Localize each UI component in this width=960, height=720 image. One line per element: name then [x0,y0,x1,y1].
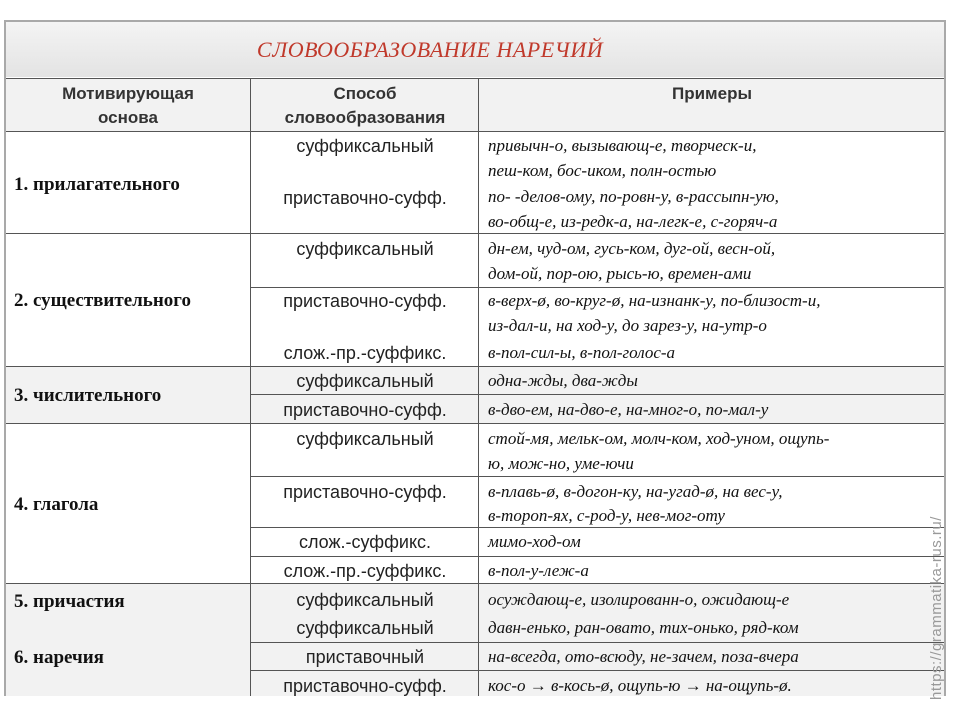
title-band [6,22,944,77]
rule-title [6,78,944,79]
method: приставочно-суфф. [283,291,447,311]
header-col1-line2: основа [98,108,158,127]
method: приставочно-суфф. [283,188,447,208]
example-line: одна-жды, два-жды [488,371,638,390]
rule-sub [250,670,944,671]
method: слож.-суффикс. [298,532,432,552]
example-line: дом-ой, пор-ою, рысь-ю, времен-ами [488,264,752,283]
rule-group-2 [6,366,944,367]
category-noun: 2. существительного [14,290,191,311]
example-line: стой-мя, мельк-ом, молч-ком, ход-уном, ощупь- [488,429,830,448]
rule-sub [250,527,944,528]
rule-group-3 [6,423,944,424]
rule-sub [250,476,944,477]
category-numeral: 3. числительного [14,385,162,406]
category-adverb: 6. наречия [14,647,104,668]
method: приставочно-суфф. [283,400,447,420]
method: суффиксальный [296,590,434,610]
method: слож.-пр.-суффикс. [283,561,447,581]
watermark: https://grammatika-rus.ru/ [928,516,945,700]
rule-sub [250,642,944,643]
method: слож.-пр.-суффикс. [283,343,447,363]
header-col1-line1: Мотивирующая [62,84,194,103]
method: суффиксальный [296,136,434,156]
header-col2-line1: Способ [333,84,397,103]
example-line: в-плавь-ø, в-догон-ку, на-угад-ø, на вес-у, [488,482,783,501]
example-line: давн-енько, ран-овато, тих-онько, ряд-ком [488,618,799,637]
page-title: СЛОВООБРАЗОВАНИЕ НАРЕЧИЙ [256,36,604,62]
rule-group-4 [6,583,944,584]
example-line: в-верх-ø, во-круг-ø, на-изнанк-у, по-близост-и, [488,291,821,310]
category-participle: 5. причастия [14,591,125,612]
method: суффиксальный [296,618,434,638]
method: суффиксальный [296,429,434,449]
header-col2-line2: словообразования [284,108,446,127]
category-adjective: 1. прилагательного [14,174,180,195]
category-verb: 4. глагола [14,494,99,515]
example-line: осуждающ-е, изолированн-о, ожидающ-е [488,590,790,609]
method: суффиксальный [296,371,434,391]
example-line: в-тороп-ях, с-род-у, нев-мог-оту [488,506,725,525]
example-line: из-дал-и, на ход-у, до зарез-у, на-утр-о [488,316,767,335]
method: приставочно-суфф. [283,482,447,502]
rule-header [6,131,944,132]
rule-sub [250,556,944,557]
rule-group-1 [6,233,944,234]
example-line: в-дво-ем, на-дво-е, на-мног-о, по-мал-у [488,400,769,419]
example-line: дн-ем, чуд-ом, гусь-ком, дуг-ой, весн-ой, [488,239,776,258]
method: приставочный [305,647,425,667]
example-line: в-пол-у-леж-а [488,561,589,580]
rule-sub [250,394,944,395]
example-line: во-общ-е, из-редк-а, на-легк-е, с-горяч-а [488,212,778,231]
rule-sub [250,287,944,288]
example-line: в-пол-сил-ы, в-пол-голос-а [488,343,676,362]
example-line: мимо-ход-ом [488,532,581,551]
method: суффиксальный [296,239,434,259]
example-line: пеш-ком, бос-иком, полн-остью [488,161,717,180]
method: приставочно-суфф. [283,676,447,696]
example-line: на-всегда, ото-всюду, не-зачем, поза-вчера [488,647,799,666]
header-col3: Примеры [672,84,752,103]
example-line: по- -делов-ому, по-ровн-у, в-рассыпн-ую, [488,187,779,206]
example-line: привычн-о, вызывающ-е, творческ-и, [488,136,757,155]
example-line: кос-о → в-кось-ø, ощупь-ю → на-ощупь-ø. [488,676,792,695]
example-line: ю, мож-но, уме-ючи [488,454,634,473]
